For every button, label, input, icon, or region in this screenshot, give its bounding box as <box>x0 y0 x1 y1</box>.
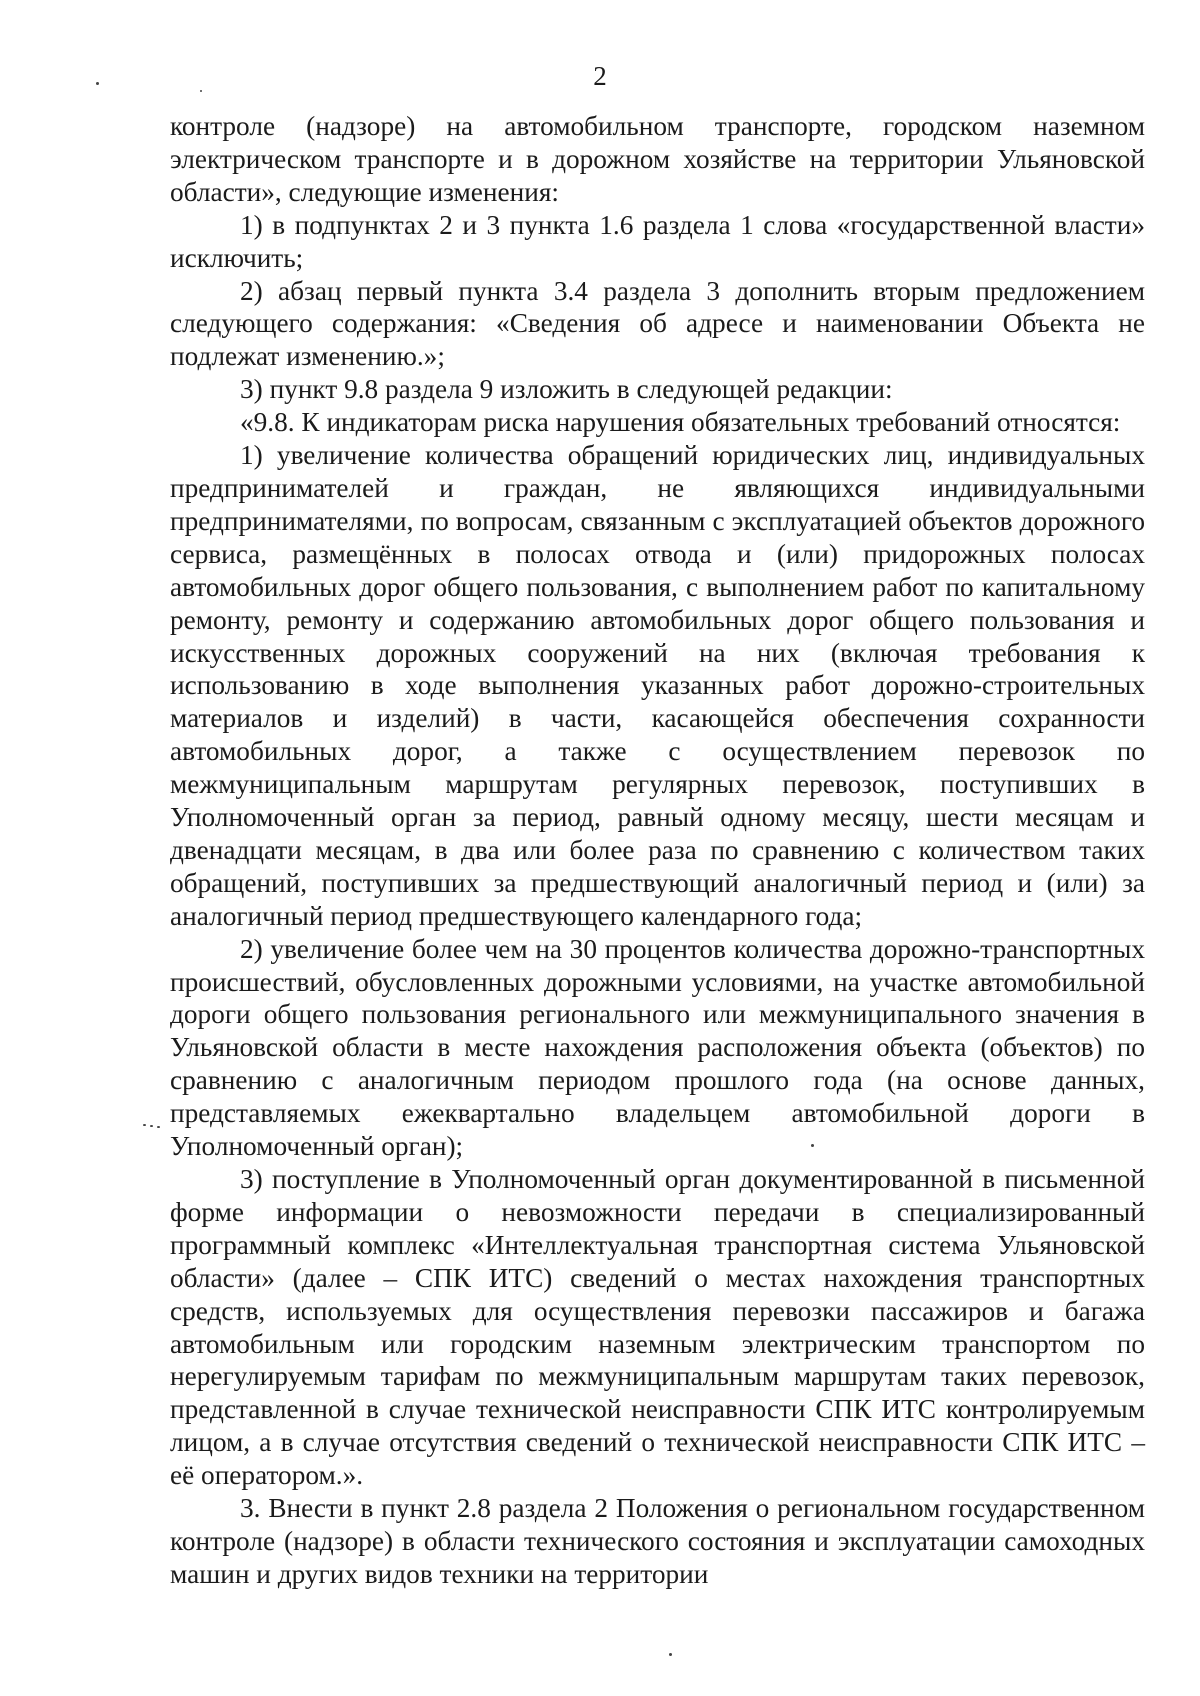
paragraph-section-3: 3. Внести в пункт 2.8 раздела 2 Положения о региональном государственном контроле (надзоре) в области технического состояния и эксплуатации самоходных машин и других видов техники на территории <box>170 1493 1145 1589</box>
paragraph-risk-indicator-1: 1) увеличение количества обращений юридических лиц, индивидуальных предпринимателей и граждан, не являющихся индивидуальными предпринимателями, по вопросам, связанным с эксплуатацией объектов дорожного сервиса, размещённых в полосах отвода и (или) придорожных полосах автомобильных дорог общего пользования, с выполнением работ по капитальному ремонту, ремонту и содержанию автомобильных дорог общего пользования и искусственных дорожных сооружений на них (включая требования к использованию в ходе выполнения указанных работ дорожно-строительных материалов и изделий) в части, касающейся обеспечения сохранности автомобильных дорог, а также с осуществлением перевозок по межмуниципальным маршрутам регулярных перевозок, поступивших в Уполномоченный орган за период, равный одному месяцу, шести месяцам и двенадцати месяцам, в два или более раза по сравнению с количеством таких обращений, поступивших за предшествующий аналогичный период и (или) за аналогичный период предшествующего календарного года; <box>170 440 1145 931</box>
page-number: 2 <box>593 61 607 91</box>
scan-speck <box>96 82 99 85</box>
paragraph-item-1: 1) в подпунктах 2 и 3 пункта 1.6 раздела 1 слова «государственной власти» исключить; <box>170 209 1145 273</box>
scan-speck <box>669 1653 672 1656</box>
paragraph-continuation: контроле (надзоре) на автомобильном транспорте, городском наземном электрическом транспорте и в дорожном хозяйстве на территории Ульяновской области», следующие изменения: <box>170 111 1145 207</box>
paragraph-risk-indicator-2: 2) увеличение более чем на 30 процентов количества дорожно-транспортных происшествий, обусловленных дорожными условиями, на участке автомобильной дороги общего пользования регионального или межмуниципального значения в Ульяновской области в месте нахождения расположения объекта (объектов) по сравнению с аналогичным периодом прошлого года (на основе данных, представляемых ежеквартально владельцем автомобильной дороги в Уполномоченный орган); <box>170 933 1145 1162</box>
paragraph-item-2: 2) абзац первый пункта 3.4 раздела 3 дополнить вторым предложением следующего содержания: «Сведения об адресе и наименовании Объекта не подлежат изменению.»; <box>170 275 1145 372</box>
scan-speck <box>157 1126 160 1128</box>
scan-speck <box>811 1144 814 1147</box>
scan-speck <box>150 1125 153 1127</box>
scan-speck <box>200 90 202 92</box>
paragraph-item-3: 3) пункт 9.8 раздела 9 изложить в следующей редакции: <box>240 374 893 405</box>
document-body <box>170 110 1145 1591</box>
paragraph-risk-indicator-3: 3) поступление в Уполномоченный орган документированной в письменной форме информации о невозможности передачи в специализированный программный комплекс «Интеллектуальная транспортная система Ульяновской области» (далее – СПК ИТС) сведений о местах нахождения транспортных средств, используемых для осуществления перевозки пассажиров и багажа автомобильным или городским наземным электрическим транспортом по нерегулируемым тарифам по межмуниципальным маршрутам таких перевозок, представленной в случае технической неисправности СПК ИТС контролируемым лицом, а в случае отсутствия сведений о технической неисправности СПК ИТС – её оператором.». <box>170 1164 1145 1491</box>
paragraph-quote-heading: «9.8. К индикаторам риска нарушения обязательных требований относятся: <box>240 407 1121 438</box>
scan-speck <box>143 1124 146 1126</box>
